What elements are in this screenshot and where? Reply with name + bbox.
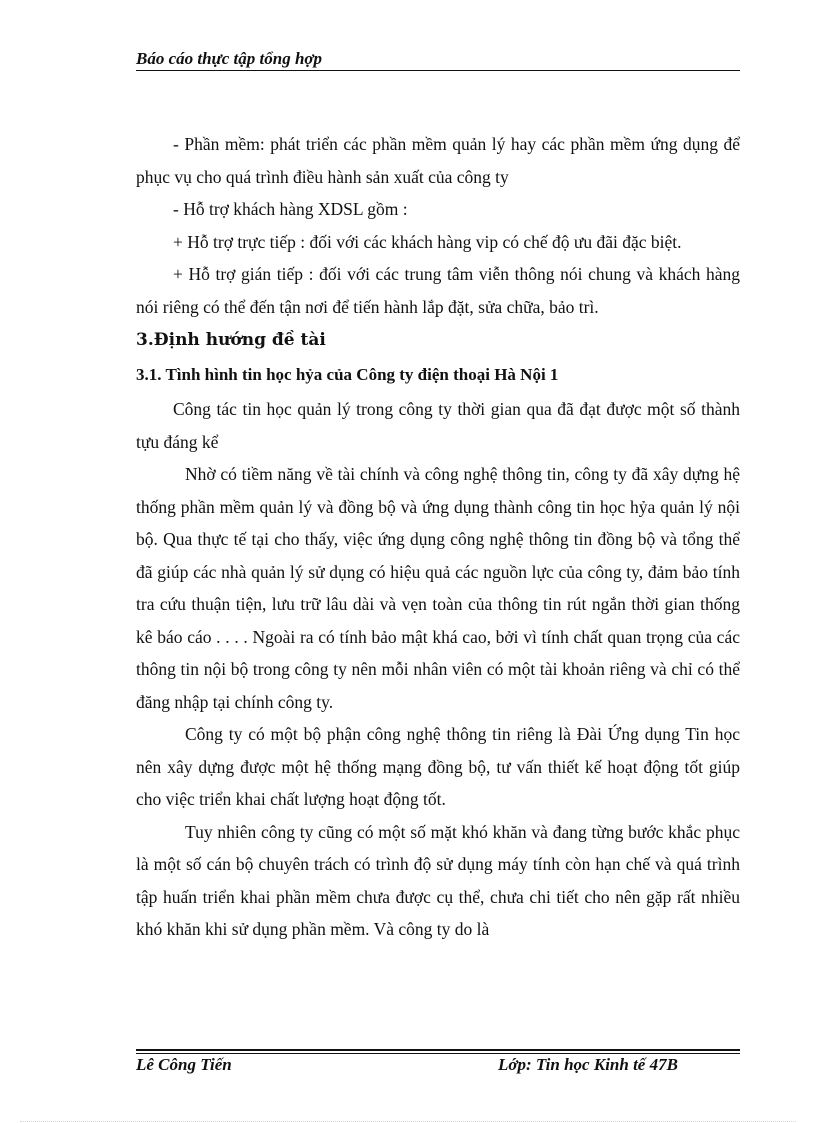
footer-author: Lê Công Tiến — [136, 1055, 232, 1074]
page-edge-divider — [20, 1121, 796, 1122]
footer-divider-thin — [136, 1053, 740, 1054]
footer-divider-thick — [136, 1049, 740, 1051]
header-title: Báo cáo thực tập tổng hợp — [136, 49, 323, 68]
paragraph-achievements: Công tác tin học quản lý trong công ty thời gian qua đã đạt được một số thành tựu đáng kể — [136, 399, 740, 452]
subsection-heading: 3.1. Tình hình tin học hỷa của Công ty điện thoại Hà Nội 1 — [136, 365, 559, 384]
paragraph-support-intro: - Hỗ trợ khách hàng XDSL gồm : — [173, 199, 408, 219]
paragraph-direct-support: + Hỗ trợ trực tiếp : đối với các khách hàng vip có chế độ ưu đãi đặc biệt. — [173, 231, 682, 252]
paragraph-it-department: Công ty có một bộ phận công nghệ thông tin riêng là Đài Ứng dụng Tin học nên xây dựng được một hệ thống mạng đồng bộ, tư vấn thiết kế hoạt động tốt giúp cho việc triển khai chất lượng hoạt động tốt. — [136, 724, 740, 809]
section-heading: 3.Định hướng đề tài — [136, 330, 326, 350]
document-body — [136, 128, 740, 946]
paragraph-difficulties: Tuy nhiên công ty cũng có một số mặt khó khăn và đang từng bước khắc phục là một số cán bộ chuyên trách có trình độ sử dụng máy tính còn hạn chế và quá trình tập huấn triển khai phần mềm chưa được cụ thể, chưa chi tiết cho nên gặp rất nhiều khó khăn khi sử dụng phần mềm. Và công ty do là — [136, 821, 740, 939]
footer-class: Lớp: Tin học Kinh tế 47B — [498, 1055, 678, 1074]
paragraph-indirect-support: + Hỗ trợ gián tiếp : đối với các trung tâm viễn thông nói chung và khách hàng nói riêng có thể đến tận nơi để tiến hành lắp đặt, sửa chữa, bảo trì. — [136, 264, 740, 317]
paragraph-potential: Nhờ có tiềm năng về tài chính và công nghệ thông tin, công ty đã xây dựng hệ thống phần mềm quản lý và đồng bộ và ứng dụng thành công tin học hỷa quản lý nội bộ. Qua thực tế tại cho thấy, việc ứng dụng công nghệ thông tin đồng bộ và tổng thể đã giúp các nhà quản lý sử dụng có hiệu quả các nguồn lực của công ty, đảm bảo tính tra cứu thuận tiện, lưu trữ lâu dài và vẹn toàn của thông tin rút ngắn thời gian thống kê báo cáo . . . . Ngoài ra có tính bảo mật khá cao, bởi vì tính chất quan trọng của các thông tin nội bộ trong công ty nên mỗi nhân viên có một tài khoản riêng và chỉ có thể đăng nhập tại chính công ty. — [136, 464, 740, 712]
paragraph-software: - Phần mềm: phát triển các phần mềm quản lý hay các phần mềm ứng dụng để phục vụ cho quá trình điều hành sản xuất của công ty — [136, 134, 740, 187]
header-divider — [136, 70, 740, 71]
